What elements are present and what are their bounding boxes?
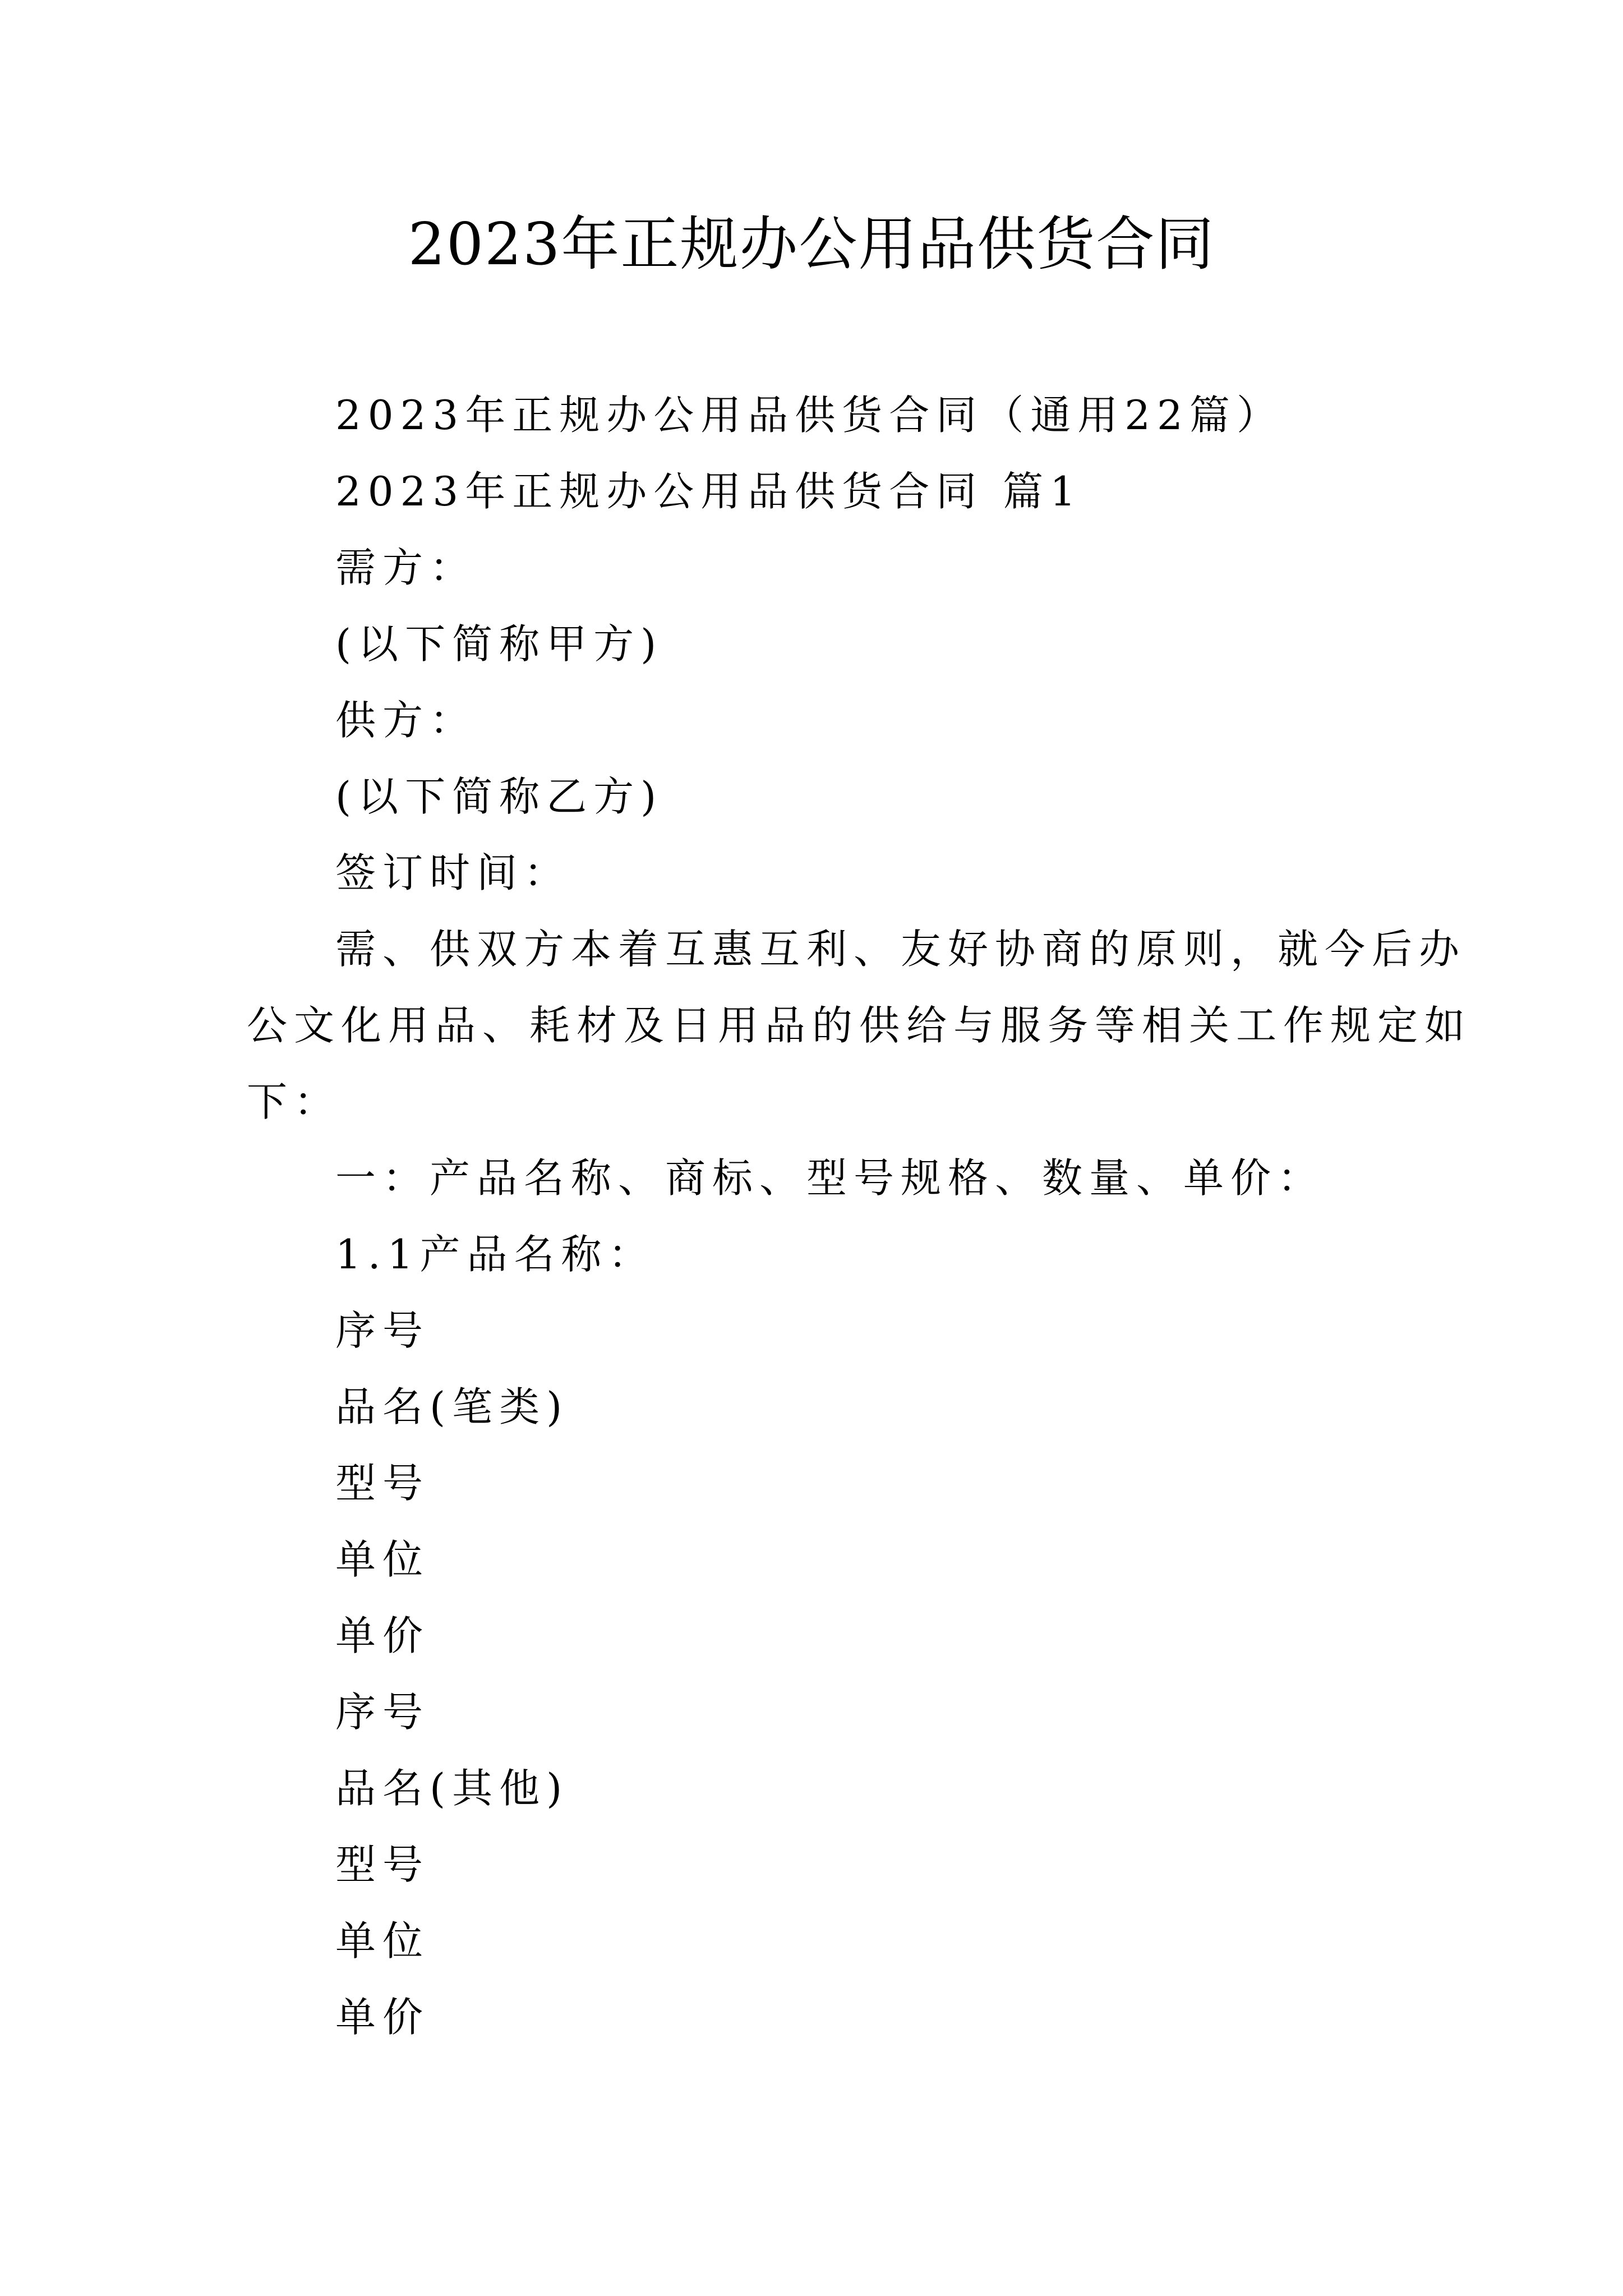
clause-one-heading: 一：产品名称、商标、型号规格、数量、单价：: [335, 1154, 1325, 1202]
intro-paragraph-line-1: 需、供双方本着互惠互利、友好协商的原则，就今后办: [335, 926, 1467, 973]
section-heading: 2023年正规办公用品供货合同 篇1: [335, 468, 1082, 515]
list-item: 序号: [335, 1307, 430, 1354]
buyer-label: 需方：: [335, 544, 477, 591]
list-item: 型号: [335, 1841, 430, 1888]
list-item: 序号: [335, 1688, 430, 1736]
signing-date-label: 签订时间：: [335, 849, 571, 896]
subtitle-line: 2023年正规办公用品供货合同（通用22篇）: [335, 392, 1284, 439]
list-item: 单位: [335, 1536, 430, 1583]
document-title: 2023年正规办公用品供货合同: [408, 210, 1215, 278]
intro-paragraph-line-2: 公文化用品、耗材及日用品的供给与服务等相关工作规定如: [247, 1002, 1472, 1049]
list-item: 单价: [335, 1994, 430, 2041]
list-item: 单位: [335, 1917, 430, 1964]
clause-1-1-heading: 1.1产品名称：: [335, 1231, 656, 1278]
intro-paragraph-line-3: 下：: [247, 1078, 342, 1125]
buyer-abbreviation: (以下简称甲方): [335, 620, 663, 668]
supplier-abbreviation: (以下简称乙方): [335, 773, 663, 820]
list-item: 品名(其他): [335, 1765, 569, 1812]
list-item: 品名(笔类): [335, 1383, 569, 1430]
list-item: 单价: [335, 1612, 430, 1659]
list-item: 型号: [335, 1460, 430, 1507]
supplier-label: 供方：: [335, 697, 477, 744]
